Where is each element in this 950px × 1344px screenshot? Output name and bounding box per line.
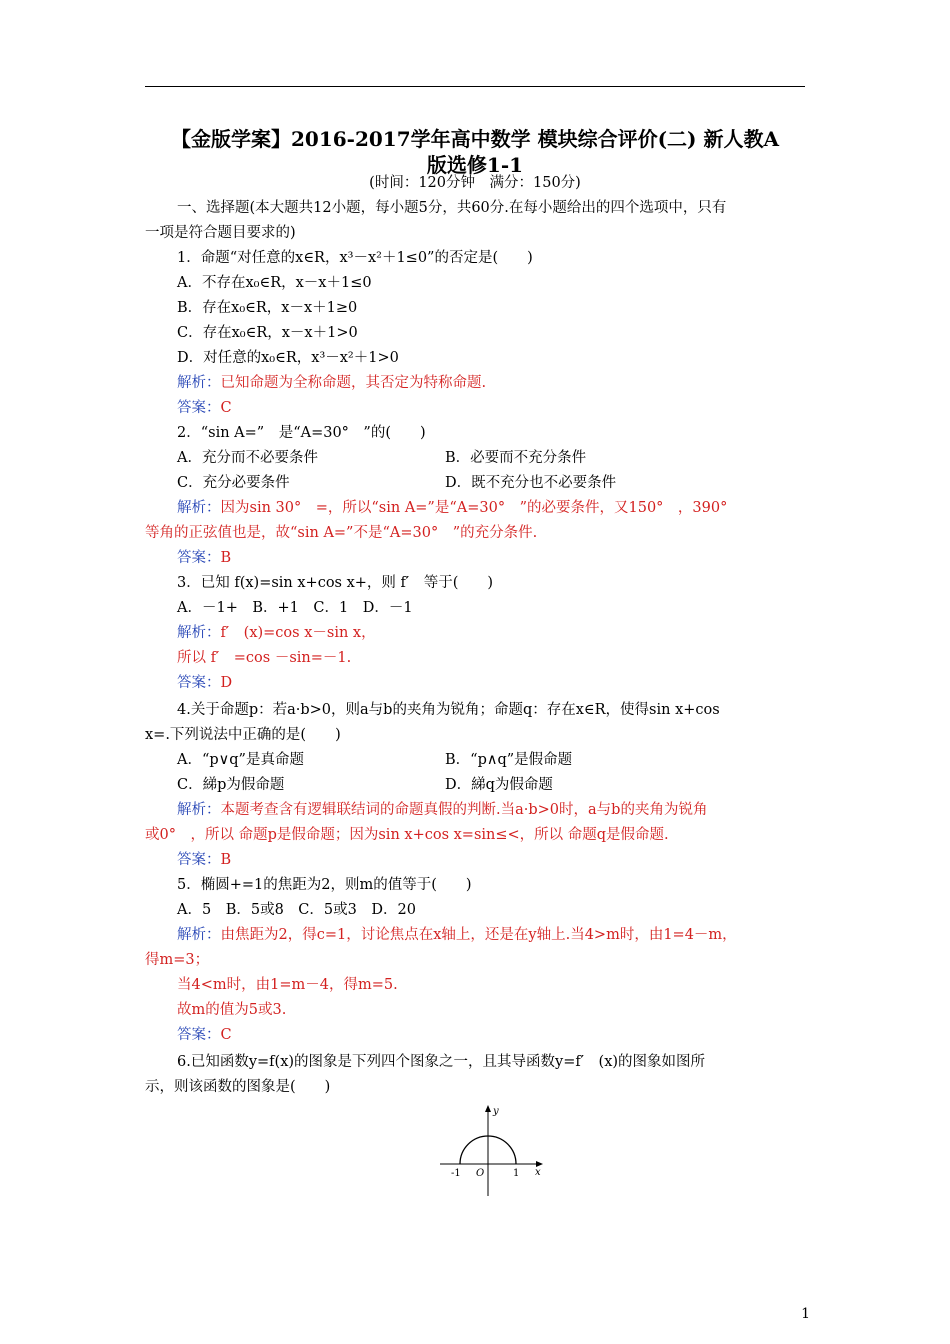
q2-options-row-1 xyxy=(145,448,837,468)
q2-option-d: D．既不充分也不必要条件 xyxy=(445,475,617,491)
q4-option-d: D．綈q为假命题 xyxy=(445,777,553,793)
q1-option-b: B．存在x₀∈R，x－x＋1≥0 xyxy=(177,300,358,316)
answer-label: 答案： xyxy=(177,1027,221,1043)
q2-option-c: C．充分必要条件 xyxy=(177,475,290,491)
q4-stem: 4.关于命题p：若a·b>0，则a与b的夹角为锐角；命题q：存在x∈R，使得sin x+cos xyxy=(177,702,720,718)
q1-analysis xyxy=(145,373,837,393)
analysis-text: f′ (x)=cos x－sin x， xyxy=(220,625,376,641)
q5-stem: 5．椭圆+=1的焦距为2，则m的值等于( ) xyxy=(177,877,472,893)
section-intro-cont: 一项是符合题目要求的) xyxy=(145,225,296,241)
q4-option-a: A．“p∨q”是真命题 xyxy=(177,752,304,768)
q2-answer xyxy=(145,548,837,568)
q5-options: A．5 B．5或8 C．5或3 D．20 xyxy=(177,902,416,918)
q3-stem: 3．已知 f(x)=sin x+cos x+，则 f′ 等于( ) xyxy=(177,575,494,591)
y-axis-arrow xyxy=(485,1105,491,1112)
q3-analysis xyxy=(145,623,837,643)
analysis-label: 解析： xyxy=(177,500,221,516)
q4-option-c: C．綈p为假命题 xyxy=(177,777,285,793)
exam-time-score: (时间：120分钟 满分：150分) xyxy=(369,175,581,191)
q6-stem: 6.已知函数y=f(x)的图象是下列四个图象之一，且其导函数y=f′ (x)的图象如图所 xyxy=(177,1054,706,1070)
q2-stem: 2．“sin A=” 是“A=30° ”的( ) xyxy=(177,425,426,441)
analysis-text: 已知命题为全称命题，其否定为特称命题. xyxy=(220,375,487,391)
q5-answer xyxy=(145,1025,837,1045)
answer-label: 答案： xyxy=(177,550,221,566)
section-intro: 一、选择题(本大题共12小题，每小题5分，共60分.在每小题给出的四个选项中，只有 xyxy=(177,200,727,216)
q3-options: A．－1+ B．+1 C．1 D．－1 xyxy=(177,600,413,616)
title-line-2: 版选修1-1 xyxy=(426,153,524,177)
q4-stem-cont: x=.下列说法中正确的是( ) xyxy=(145,727,341,743)
origin-label: O xyxy=(476,1168,485,1179)
q6-stem-cont: 示，则该函数的图象是( ) xyxy=(145,1079,331,1095)
q5-analysis xyxy=(145,925,837,945)
analysis-text: 因为sin 30° =，所以“sin A=”是“A=30° ”的必要条件，又150° ，390° xyxy=(220,500,728,516)
y-axis-label: y xyxy=(493,1106,499,1117)
document-title xyxy=(145,126,805,178)
answer-value: B xyxy=(220,550,232,566)
q1-option-a: A．不存在x₀∈R，x－x＋1≤0 xyxy=(177,275,372,291)
tick-label-one: 1 xyxy=(513,1168,520,1179)
tick-label-neg-one: -1 xyxy=(451,1168,461,1179)
answer-value: C xyxy=(220,1027,232,1043)
answer-value: C xyxy=(220,400,232,416)
q2-options-row-2 xyxy=(145,473,837,493)
analysis-text: 由焦距为2，得c=1，讨论焦点在x轴上，还是在y轴上.当4>m时，由1=4－m， xyxy=(220,927,737,943)
q1-stem: 1．命题“对任意的x∈R，x³－x²＋1≤0”的否定是( ) xyxy=(177,250,533,266)
answer-label: 答案： xyxy=(177,852,221,868)
q1-answer xyxy=(145,398,837,418)
q3-answer xyxy=(145,673,837,693)
analysis-label: 解析： xyxy=(177,625,221,641)
q2-analysis xyxy=(145,498,837,518)
analysis-label: 解析： xyxy=(177,375,221,391)
q1-option-d: D．对任意的x₀∈R，x³－x²＋1>0 xyxy=(177,350,399,366)
answer-label: 答案： xyxy=(177,400,221,416)
q4-option-b: B．“p∧q”是假命题 xyxy=(445,752,573,768)
q4-analysis xyxy=(145,800,837,820)
q1-option-c: C．存在x₀∈R，x－x＋1>0 xyxy=(177,325,358,341)
answer-label: 答案： xyxy=(177,675,221,691)
page-number: 1 xyxy=(801,1306,810,1322)
q5-analysis-cont-1: 得m=3； xyxy=(145,952,210,968)
q2-option-b: B．必要而不充分条件 xyxy=(445,450,587,466)
q3-analysis-cont: 所以 f′ =cos －sin=－1. xyxy=(177,650,352,666)
q5-analysis-cont-2: 当4<m时，由1=m－4，得m=5. xyxy=(177,977,398,993)
analysis-label: 解析： xyxy=(177,802,221,818)
q2-option-a: A．充分而不必要条件 xyxy=(177,450,318,466)
answer-value: B xyxy=(220,852,232,868)
answer-value: D xyxy=(220,675,233,691)
x-axis-label: x xyxy=(535,1167,541,1178)
header-rule xyxy=(145,86,805,87)
analysis-text: 本题考查含有逻辑联结词的命题真假的判断.当a·b>0时，a与b的夹角为锐角 xyxy=(220,802,708,818)
q4-options-row-1 xyxy=(145,750,837,770)
q4-analysis-cont: 或0° ，所以 命题p是假命题；因为sin x+cos x=sin≤<，所以 命题q是假命题. xyxy=(145,827,669,843)
analysis-label: 解析： xyxy=(177,927,221,943)
q4-answer xyxy=(145,850,837,870)
title-line-1: 【金版学案】2016-2017学年高中数学 模块综合评价(二) 新人教A xyxy=(171,127,779,151)
q5-analysis-cont-3: 故m的值为5或3. xyxy=(177,1002,287,1018)
q2-analysis-cont: 等角的正弦值也是，故“sin A=”不是“A=30° ”的充分条件. xyxy=(145,525,538,541)
derivative-graph-figure xyxy=(440,1102,550,1198)
q4-options-row-2 xyxy=(145,775,837,795)
